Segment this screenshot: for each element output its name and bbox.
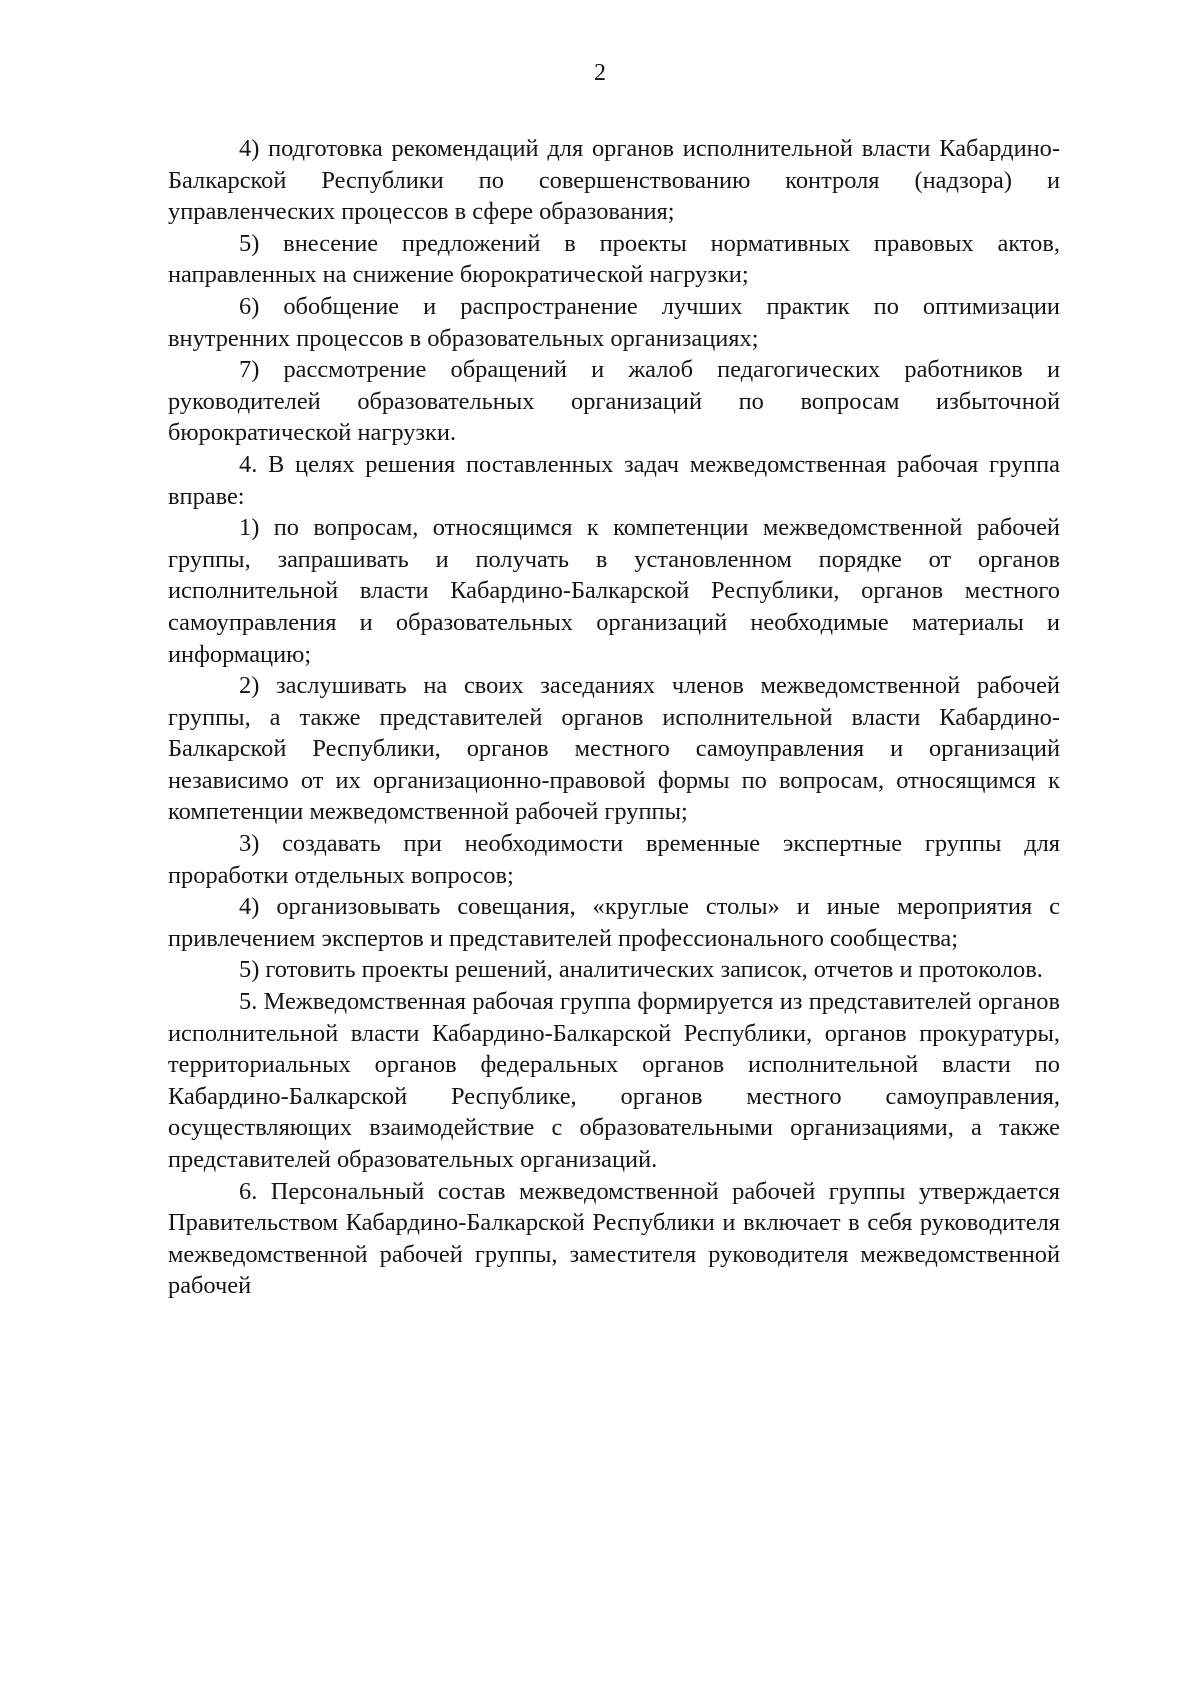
paragraph-right-1: 1) по вопросам, относящимся к компетенции межведомственной рабочей группы, запрашивать и получать в установленном порядке от органов исполнительной власти Кабардино-Балкарской Республики, органов местного самоуправления и образовательных организаций необходимые материалы и информацию;	[168, 514, 1060, 668]
paragraph-section-4: 4. В целях решения поставленных задач межведомственная рабочая группа вправе:	[168, 450, 1060, 510]
paragraph-section-6: 6. Персональный состав межведомственной рабочей группы утверждается Правительством Кабардино-Балкарской Республики и включает в себя руководителя межведомственной рабочей группы, заместителя руководителя межведомственной рабочей	[168, 1177, 1060, 1300]
paragraph-item-5: 5) внесение предложений в проекты нормативных правовых актов, направленных на снижение бюрократической нагрузки;	[168, 229, 1060, 289]
paragraph-right-5: 5) готовить проекты решений, аналитических записок, отчетов и протоколов.	[239, 956, 1043, 984]
paragraph-right-2: 2) заслушивать на своих заседаниях членов межведомственной рабочей группы, а также представителей органов исполнительной власти Кабардино-Балкарской Республики, органов местного самоуправления и организаций независимо от их организационно-правовой формы по вопросам, относящимся к компетенции межведомственной рабочей группы;	[168, 672, 1060, 826]
paragraph-item-6: 6) обобщение и распространение лучших практик по оптимизации внутренних процессов в образовательных организациях;	[168, 292, 1060, 352]
paragraph-right-4: 4) организовывать совещания, «круглые столы» и иные мероприятия с привлечением экспертов и представителей профессионального сообщества;	[168, 893, 1060, 952]
page-number: 2	[594, 60, 606, 86]
paragraph-right-3: 3) создавать при необходимости временные экспертные группы для проработки отдельных вопросов;	[168, 830, 1060, 889]
paragraph-section-5: 5. Межведомственная рабочая группа формируется из представителей органов исполнительной власти Кабардино-Балкарской Республики, органов прокуратуры, территориальных органов федеральных органов исполнительной власти по Кабардино-Балкарской Республике, органов местного самоуправления, осуществляющих взаимодействие с образовательными организациями, а также представителей образовательных организаций.	[168, 988, 1060, 1173]
paragraph-item-7: 7) рассмотрение обращений и жалоб педагогических работников и руководителей образовательных организаций по вопросам избыточной бюрократической нагрузки.	[168, 356, 1060, 447]
document-body	[168, 133, 1060, 1302]
paragraph-item-4: 4) подготовка рекомендаций для органов исполнительной власти Кабардино-Балкарской Республики по совершенствованию контроля (надзора) и управленческих процессов в сфере образования;	[168, 135, 1060, 226]
